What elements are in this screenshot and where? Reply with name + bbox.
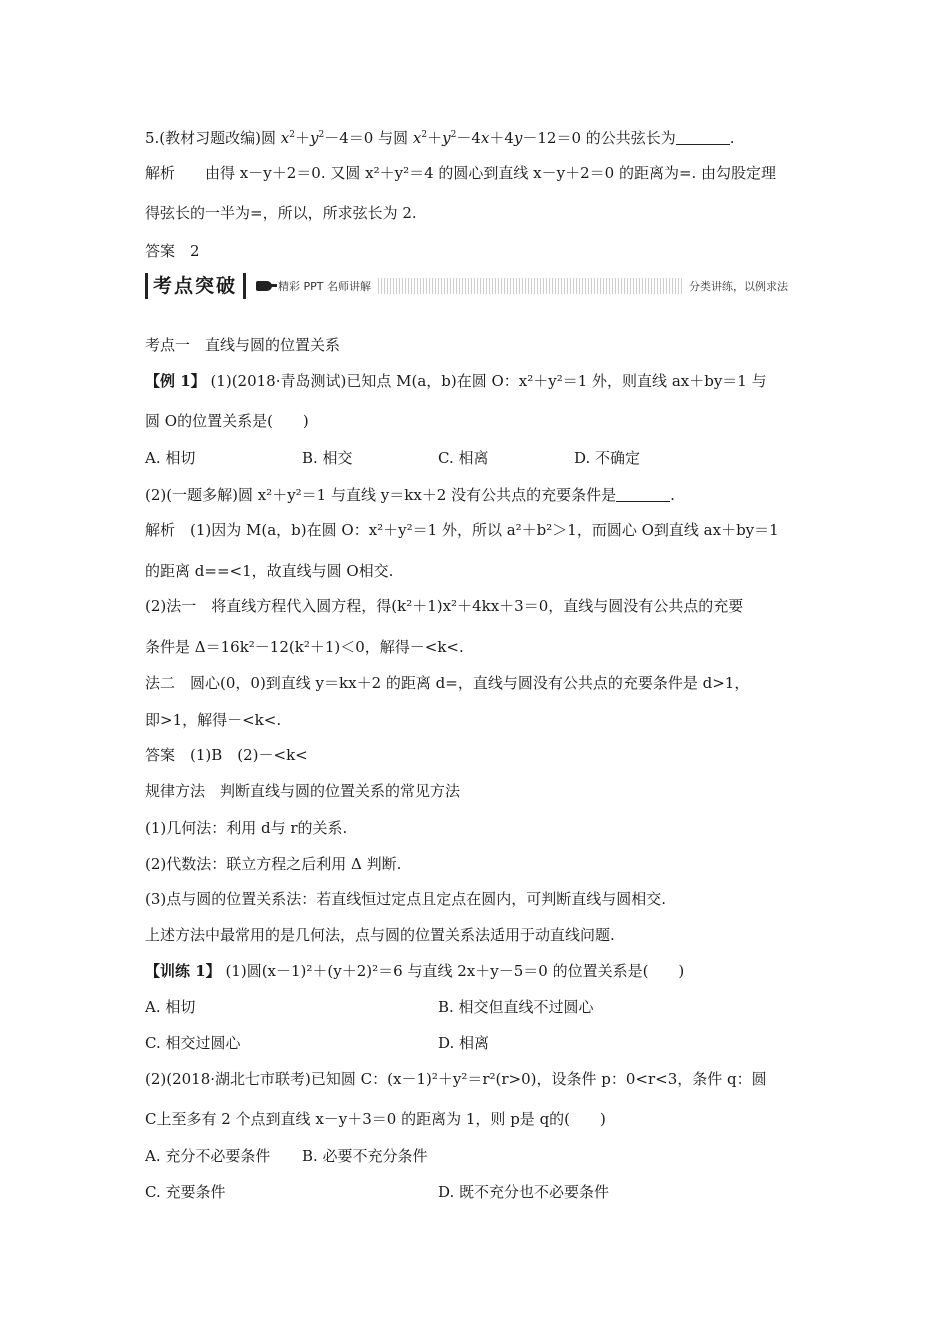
example1-part2-text: (2)(一题多解)圆 x²＋y²＝1 与直线 y＝kx＋2 没有公共点的充要条件是: [145, 486, 617, 504]
banner-strip: [252, 278, 812, 294]
example1-part2-end: .: [670, 486, 675, 504]
pointing-hand-icon: [256, 281, 272, 291]
q5-solution-text-1: 由得 x－y＋2＝0. 又圆 x²＋y²＝4 的圆心到直线 x－y＋2＝0 的距离为=. 由勾股定理: [205, 164, 777, 182]
training1-part2-option-d: D. 既不充分也不必要条件: [438, 1183, 610, 1201]
q5-answer: 答案 2: [145, 242, 200, 260]
q5-stem: 5.(教材习题改编)圆 $x^2+y^2-4=0$ 与圆 $x^2+y^2-4x+4y-12=0$ 的公共弦长为 .: [145, 129, 735, 147]
example1-text-1: (1)(2018·青岛测试)已知点 M(a，b)在圆 O：x²＋y²＝1 外，则直线 ax＋by＝1 与: [210, 372, 767, 390]
method-summary: 上述方法中最常用的是几何法，点与圆的位置关系法适用于动直线问题.: [145, 926, 615, 944]
example1-option-b: B. 相交: [302, 449, 353, 467]
training1-part2-option-a: A. 充分不必要条件: [145, 1147, 271, 1165]
method-title: 规律方法 判断直线与圆的位置关系的常见方法: [145, 782, 461, 800]
q5-stem-b: 与圆: [378, 129, 413, 147]
example1-solution-1: 解析 (1)因为 M(a，b)在圆 O：x²＋y²＝1 外，所以 a²＋b²＞1，而圆心 O到直线 ax＋by＝1: [145, 521, 779, 539]
training1-option-a: A. 相切: [145, 998, 196, 1016]
training1-part2-option-c: C. 充要条件: [145, 1183, 226, 1201]
section-banner: [145, 273, 812, 299]
example1-option-a: A. 相切: [145, 449, 196, 467]
method-item-2: (2)代数法：联立方程之后利用 Δ 判断.: [145, 855, 402, 873]
training1-option-d: D. 相离: [438, 1034, 490, 1052]
q5-stem-a: 5.(教材习题改编)圆: [145, 129, 281, 147]
topic-heading: 考点一 直线与圆的位置关系: [145, 336, 341, 354]
training1-line-1: [145, 961, 684, 981]
q5-stem-c: 的公共弦长为: [585, 129, 676, 147]
training1-part2-option-b: B. 必要不充分条件: [302, 1147, 428, 1165]
q5-solution-line-1: [145, 163, 776, 183]
q5-stem-end: .: [729, 129, 735, 147]
banner-right-text: 分类讲练，以例求法: [683, 278, 812, 294]
method-item-3: (3)点与圆的位置关系法：若直线恒过定点且定点在圆内，可判断直线与圆相交.: [145, 890, 667, 908]
example1-option-c: C. 相离: [438, 449, 489, 467]
example1-solution-3: (2)法一 将直线方程代入圆方程，得(k²＋1)x²＋4kx＋3＝0，直线与圆没有公共点的充要: [145, 597, 744, 615]
banner-left: [252, 278, 377, 294]
answer-blank: [616, 487, 670, 502]
example1-solution-6: 即>1，解得－<k<.: [145, 711, 282, 729]
answer-blank: [676, 130, 730, 145]
example1-solution-5: 法二 圆心(0，0)到直线 y＝kx＋2 的距离 d=，直线与圆没有公共点的充要条件是 d>1，: [145, 674, 750, 692]
training1-part2-line-2: C上至多有 2 个点到直线 x－y＋3＝0 的距离为 1，则 p是 q的( ): [145, 1110, 606, 1128]
example1-part2: [145, 485, 675, 505]
example1-option-d: D. 不确定: [574, 449, 641, 467]
example1-solution-2: 的距离 d==<1，故直线与圆 O相交.: [145, 562, 394, 580]
training1-option-b: B. 相交但直线不过圆心: [438, 998, 594, 1016]
example1-answer: 答案 (1)B (2)－<k<: [145, 746, 308, 764]
method-item-1: (1)几何法：利用 d与 r的关系.: [145, 819, 348, 837]
example1-label: 【例 1】: [145, 372, 206, 390]
q5-solution-line-2: 得弦长的一半为=，所以，所求弦长为 2.: [145, 204, 417, 222]
example1-line-1: [145, 371, 767, 391]
training1-option-c: C. 相交过圆心: [145, 1034, 241, 1052]
solution-label: 解析: [145, 164, 176, 182]
example1-solution-4: 条件是 Δ＝16k²－12(k²＋1)＜0，解得－<k<.: [145, 638, 464, 656]
training1-text-1: (1)圆(x－1)²＋(y＋2)²＝6 与直线 2x＋y－5＝0 的位置关系是( ): [225, 962, 685, 980]
banner-title: 考点突破: [145, 273, 246, 299]
banner-subtitle: 精彩 PPT 名师讲解: [278, 280, 371, 293]
example1-line-2: 圆 O的位置关系是( ): [145, 412, 309, 430]
training1-label: 【训练 1】: [145, 962, 221, 980]
training1-part2-line-1: (2)(2018·湖北七市联考)已知圆 C：(x－1)²＋y²＝r²(r>0)，设条件 p：0<r<3，条件 q：圆: [145, 1070, 767, 1088]
